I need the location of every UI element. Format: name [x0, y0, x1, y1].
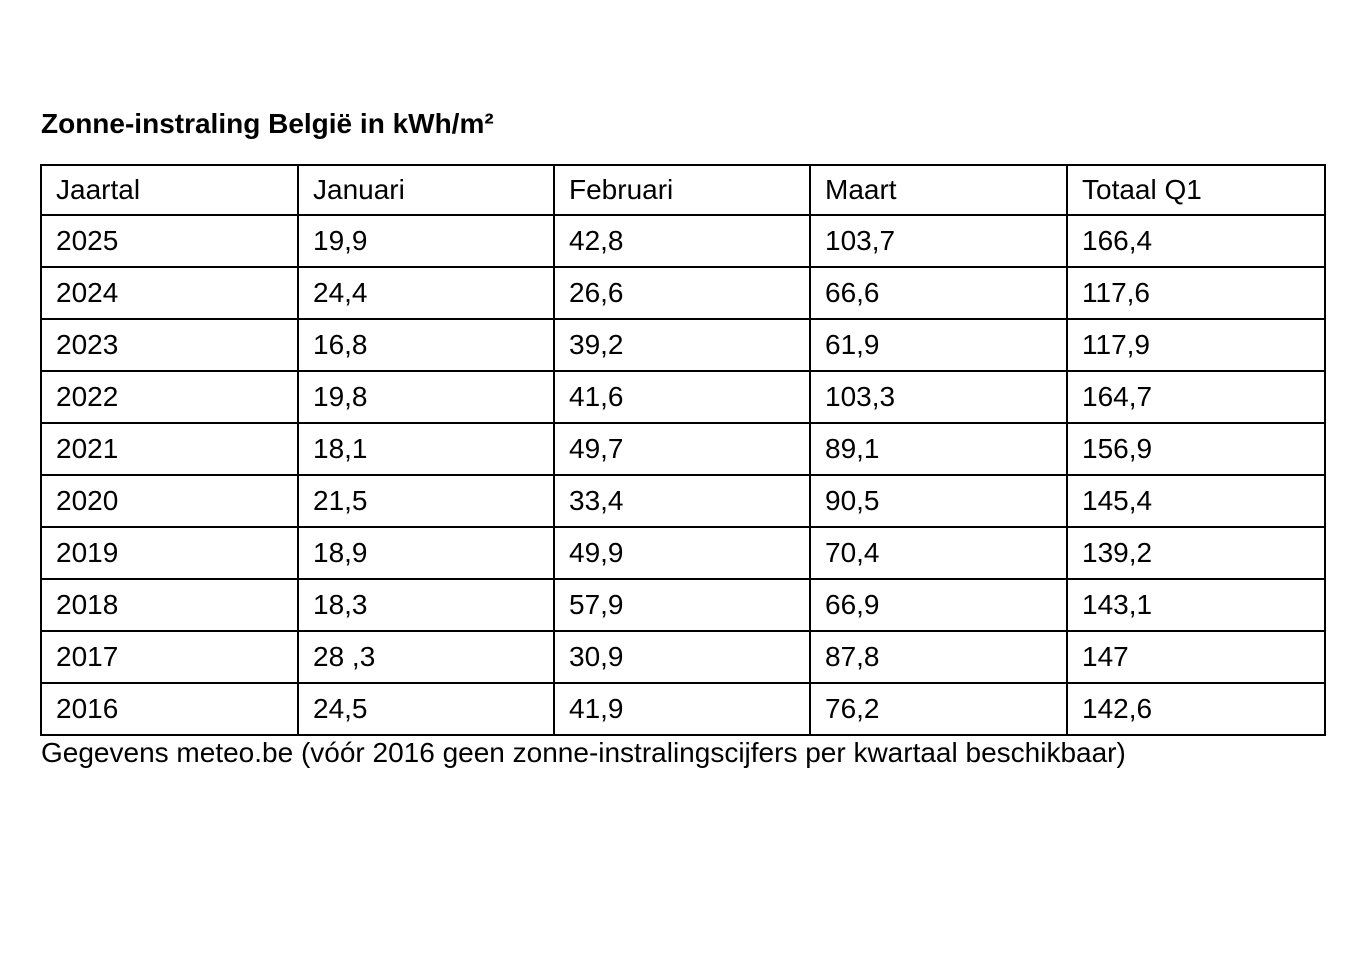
table-row — [41, 267, 1325, 319]
table-row — [41, 423, 1325, 475]
table-cell: 49,9 — [554, 527, 810, 579]
table-cell: 39,2 — [554, 319, 810, 371]
table-cell: 18,9 — [298, 527, 554, 579]
table-cell: 66,6 — [810, 267, 1067, 319]
table-cell: 90,5 — [810, 475, 1067, 527]
table-row — [41, 527, 1325, 579]
table-cell: 2020 — [41, 475, 298, 527]
table-cell: 33,4 — [554, 475, 810, 527]
table-cell: 147 — [1067, 631, 1325, 683]
table-cell: 18,1 — [298, 423, 554, 475]
table-row — [41, 475, 1325, 527]
table-row — [41, 579, 1325, 631]
table-cell: 30,9 — [554, 631, 810, 683]
table-cell: 2017 — [41, 631, 298, 683]
table-cell: 156,9 — [1067, 423, 1325, 475]
table-cell: 24,4 — [298, 267, 554, 319]
table-cell: 2023 — [41, 319, 298, 371]
table-cell: 57,9 — [554, 579, 810, 631]
table-row — [41, 683, 1325, 735]
table-cell: 21,5 — [298, 475, 554, 527]
table-cell: 2022 — [41, 371, 298, 423]
table-cell: 117,9 — [1067, 319, 1325, 371]
table-row — [41, 319, 1325, 371]
table-cell: 139,2 — [1067, 527, 1325, 579]
table-cell: 76,2 — [810, 683, 1067, 735]
column-header: Jaartal — [41, 165, 298, 215]
table-cell: 28 ,3 — [298, 631, 554, 683]
table-cell: 49,7 — [554, 423, 810, 475]
column-header: Maart — [810, 165, 1067, 215]
table-cell: 19,8 — [298, 371, 554, 423]
table-cell: 103,3 — [810, 371, 1067, 423]
table-cell: 2025 — [41, 215, 298, 267]
table-cell: 19,9 — [298, 215, 554, 267]
column-header: Januari — [298, 165, 554, 215]
table-cell: 42,8 — [554, 215, 810, 267]
table-cell: 66,9 — [810, 579, 1067, 631]
table-cell: 70,4 — [810, 527, 1067, 579]
table-cell: 16,8 — [298, 319, 554, 371]
column-header: Februari — [554, 165, 810, 215]
table-cell: 2024 — [41, 267, 298, 319]
table-cell: 2021 — [41, 423, 298, 475]
table-cell: 143,1 — [1067, 579, 1325, 631]
table-body — [41, 165, 1325, 735]
table-cell: 2019 — [41, 527, 298, 579]
table-cell: 41,9 — [554, 683, 810, 735]
table-cell: 87,8 — [810, 631, 1067, 683]
table-cell: 166,4 — [1067, 215, 1325, 267]
table-cell: 61,9 — [810, 319, 1067, 371]
table-row — [41, 371, 1325, 423]
table-cell: 18,3 — [298, 579, 554, 631]
table-cell: 41,6 — [554, 371, 810, 423]
page-title: Zonne-instraling België in kWh/m² — [41, 108, 494, 139]
table-row — [41, 215, 1325, 267]
table-cell: 2018 — [41, 579, 298, 631]
table-cell: 117,6 — [1067, 267, 1325, 319]
table-cell: 103,7 — [810, 215, 1067, 267]
table-header-row — [41, 165, 1325, 215]
footnote: Gegevens meteo.be (vóór 2016 geen zonne-instralingscijfers per kwartaal beschikbaar) — [41, 737, 1126, 768]
data-table — [40, 164, 1326, 736]
table-cell: 89,1 — [810, 423, 1067, 475]
table-cell: 2016 — [41, 683, 298, 735]
table-cell: 24,5 — [298, 683, 554, 735]
table-cell: 26,6 — [554, 267, 810, 319]
table-cell: 142,6 — [1067, 683, 1325, 735]
table-cell: 145,4 — [1067, 475, 1325, 527]
table-cell: 164,7 — [1067, 371, 1325, 423]
column-header: Totaal Q1 — [1067, 165, 1325, 215]
table-row — [41, 631, 1325, 683]
